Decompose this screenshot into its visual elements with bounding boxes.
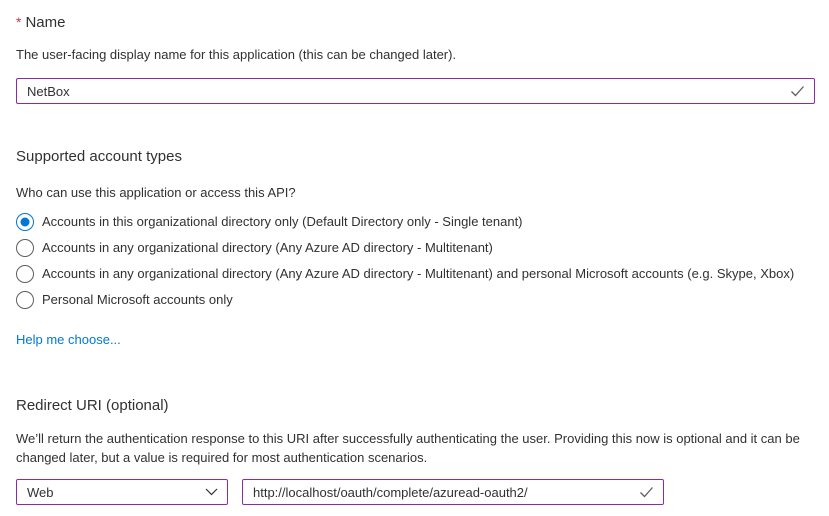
name-label: Name bbox=[25, 14, 66, 31]
account-type-option-multitenant[interactable] bbox=[16, 235, 815, 261]
account-type-option-single-tenant[interactable] bbox=[16, 209, 815, 235]
radio-icon[interactable] bbox=[16, 265, 34, 283]
chevron-down-icon bbox=[205, 488, 218, 496]
required-marker: * bbox=[16, 14, 22, 30]
account-type-option-personal-only[interactable] bbox=[16, 287, 815, 313]
account-types-heading: Supported account types bbox=[16, 148, 182, 165]
check-icon bbox=[790, 85, 805, 97]
redirect-uri-description: We’ll return the authentication response to this URI after successfully authenticating the user. Providing this now is optional and it can be changed later, but a value is required for most authentication scenarios. bbox=[16, 431, 800, 465]
name-description: The user-facing display name for this application (this can be changed later). bbox=[16, 47, 457, 62]
radio-icon[interactable] bbox=[16, 239, 34, 257]
redirect-uri-input-wrap bbox=[242, 479, 664, 505]
account-types-section bbox=[16, 147, 815, 349]
name-input-wrap bbox=[16, 78, 815, 104]
name-section-heading bbox=[16, 12, 815, 33]
redirect-uri-input[interactable] bbox=[242, 479, 664, 505]
help-me-choose-link[interactable]: Help me choose... bbox=[16, 332, 121, 347]
redirect-uri-section bbox=[16, 396, 815, 505]
radio-label: Accounts in any organizational directory (Any Azure AD directory - Multitenant) and personal Microsoft accounts (e.g. Skype, Xbox) bbox=[42, 266, 795, 281]
platform-select-value: Web bbox=[27, 484, 54, 500]
radio-label: Accounts in any organizational directory (Any Azure AD directory - Multitenant) bbox=[42, 240, 493, 255]
radio-icon[interactable] bbox=[16, 291, 34, 309]
platform-select[interactable] bbox=[16, 479, 228, 505]
radio-icon[interactable] bbox=[16, 213, 34, 231]
account-types-radio-group bbox=[16, 209, 815, 313]
redirect-uri-heading: Redirect URI (optional) bbox=[16, 397, 169, 414]
account-type-option-multitenant-personal[interactable] bbox=[16, 261, 815, 287]
redirect-uri-row bbox=[16, 479, 815, 505]
account-types-question: Who can use this application or access this API? bbox=[16, 185, 296, 200]
name-input[interactable] bbox=[16, 78, 815, 104]
radio-label: Personal Microsoft accounts only bbox=[42, 292, 233, 307]
radio-label: Accounts in this organizational directory only (Default Directory only - Single tenant) bbox=[42, 214, 523, 229]
check-icon bbox=[639, 486, 654, 498]
